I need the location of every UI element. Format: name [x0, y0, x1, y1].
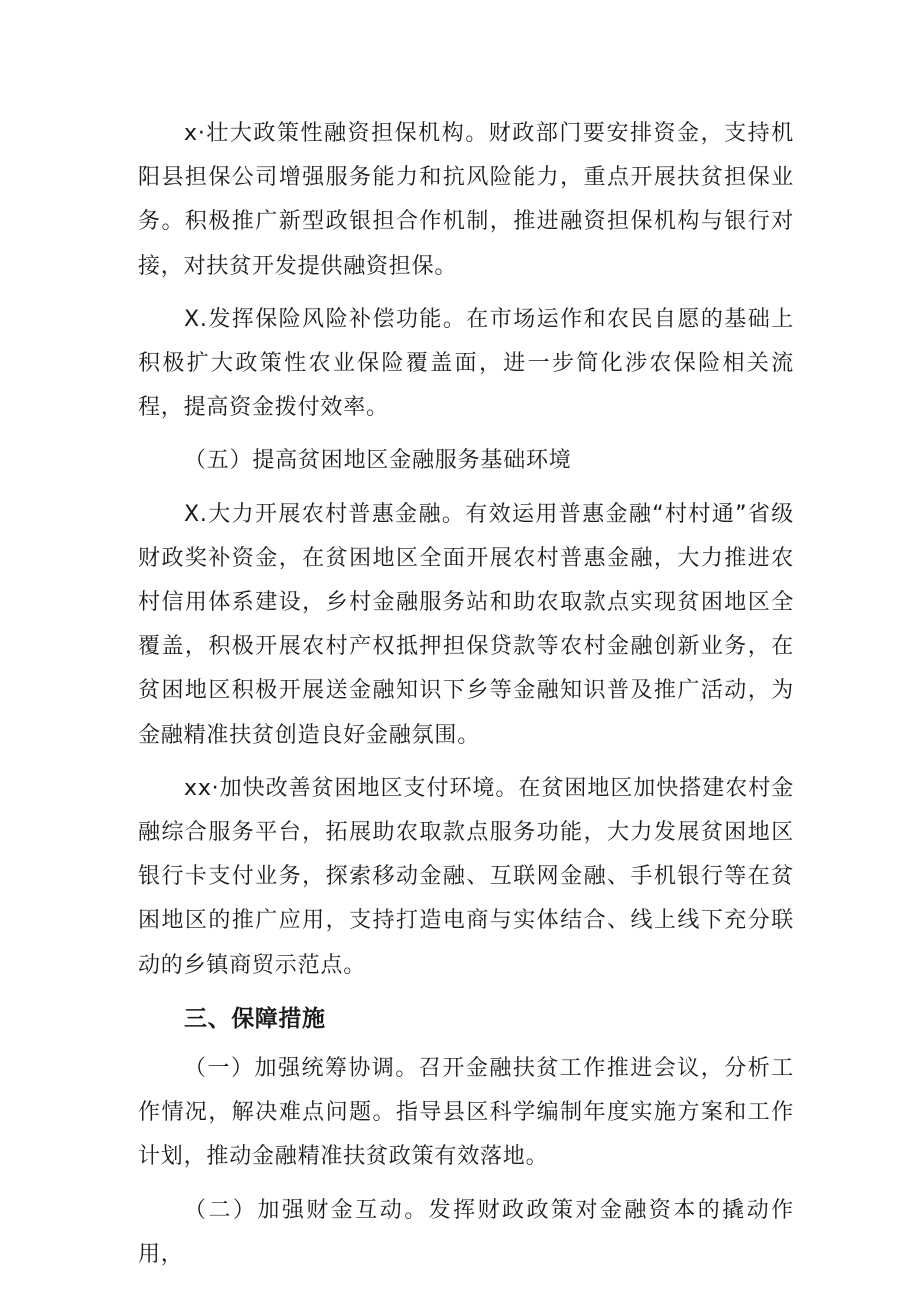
paragraph-coordination: （一）加强统筹协调。召开金融扶贫工作推进会议，分析工作情况，解决难点问题。指导县区科学编制年度实施方案和工作计划，推动金融精准扶贫政策有效落地。: [138, 1056, 794, 1170]
paragraph-insurance-compensation: X.发挥保险风险补偿功能。在市场运作和农民自愿的基础上积极扩大政策性农业保险覆盖面，进一步简化涉农保险相关流程，提高资金拨付效率。: [138, 306, 794, 421]
paragraph-payment-environment: xx·加快改善贫困地区支付环境。在贫困地区加快搭建农村金融综合服务平台，拓展助农取款点服务功能，大力发展贫困地区银行卡支付业务，探索移动金融、互联网金融、手机银行等在贫困地区的推广应用，支持打造电商与实体结合、线上线下充分联动的乡镇商贸示范点。: [138, 775, 794, 978]
subheading-financial-environment: （五）提高贫困地区金融服务基础环境: [184, 448, 572, 474]
paragraph-financing-guarantee: x·壮大政策性融资担保机构。财政部门要安排资金，支持机阳县担保公司增强服务能力和抗风险能力，重点开展扶贫担保业务。积极推广新型政银担合作机制，推进融资担保机构与银行对接，对扶贫开发提供融资担保。: [138, 121, 794, 279]
document-body: [138, 112, 794, 1286]
paragraph-inclusive-finance: X.大力开展农村普惠金融。有效运用普惠金融“村村通”省级财政奖补资金，在贫困地区全面开展农村普惠金融，大力推进农村信用体系建设，乡村金融服务站和助农取款点实现贫困地区全覆盖，积极开展农村产权抵押担保贷款等农村金融创新业务，在贫困地区积极开展送金融知识下乡等金融知识普及推广活动，为金融精准扶贫创造良好金融氛围。: [138, 501, 794, 748]
section-heading-safeguards: 三、保障措施: [184, 1005, 326, 1032]
paragraph-fiscal-financial-interaction: （二）加强财金互动。发挥财政政策对金融资本的撬动作用，: [138, 1197, 794, 1267]
